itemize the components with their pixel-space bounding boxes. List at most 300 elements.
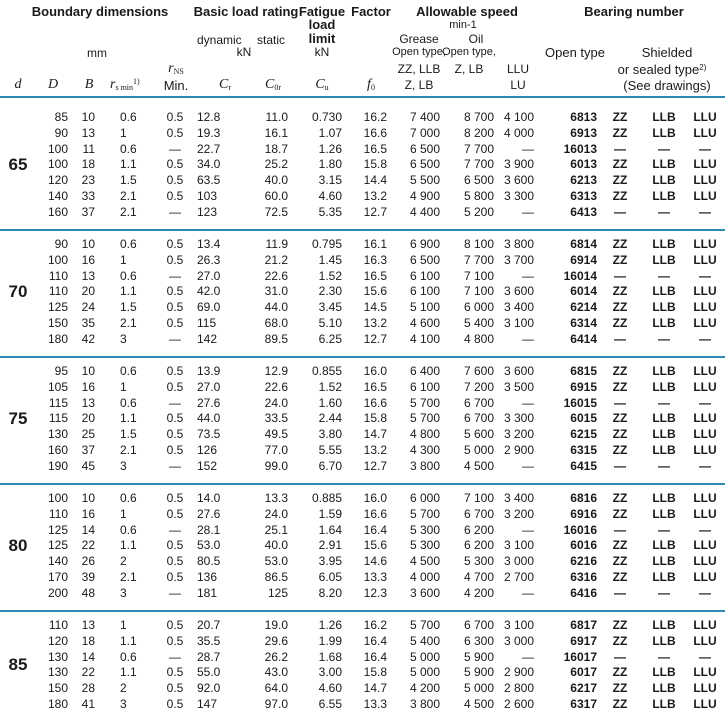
cr-cell: 181 [197,585,218,600]
cr-cell: 13.9 [197,364,221,378]
open-type-number-cell: 6416 [570,585,597,600]
grease-speed-cell: 4 900 [409,189,440,203]
group-divider [0,483,725,485]
llu-cell: LLU [693,125,717,140]
rs-min-cell: 0.6 [120,364,137,378]
table-row [0,269,725,285]
llu-cell: LLU [693,633,717,648]
symbol-c0r: $C_{0r}$ [264,77,282,92]
rns-min-cell: 0.5 [166,570,184,584]
grease-speed-cell: 4 000 [409,570,440,584]
c0r-cell: 24.0 [264,395,288,410]
f0-cell: 16.0 [363,364,387,378]
table-row [0,618,725,634]
rns-min-cell: — [169,395,181,410]
cu-cell: 6.55 [318,697,342,711]
cu-cell: 4.60 [318,681,342,696]
cr-cell: 147 [197,697,218,711]
llu-cell: LLU [693,697,717,711]
llu-cell: LLU [693,443,717,457]
llb-cell: LLB [652,252,676,267]
load-rating-kn-unit: kN [236,45,252,59]
c0r-cell: 125 [267,585,288,600]
oil-speed-cell: 7 700 [463,141,494,156]
grease-speed-cell: 4 200 [409,681,440,696]
symbol-D: D [47,77,59,92]
c0r-cell: 44.0 [264,300,288,315]
B-cell: 13 [81,125,95,140]
llu-speed-cell: — [522,649,534,664]
dynamic-label: dynamic [197,33,242,47]
cu-cell: 0.855 [311,364,342,378]
D-cell: 180 [47,697,68,711]
rs-min-cell: 2.1 [120,443,137,457]
llu-speed-cell: 3 600 [503,284,534,299]
D-cell: 125 [47,538,68,553]
table-row [0,396,725,412]
llu-speed-cell: 3 500 [503,379,534,394]
bore-group-65 [0,110,725,221]
cr-cell: 26.3 [197,252,221,267]
grease-speed-cell: 4 600 [409,316,440,330]
c0r-cell: 22.6 [264,268,288,283]
open-type-number-cell: 6815 [570,364,597,378]
factor-heading: Factor [351,4,391,19]
zz-cell: ZZ [612,554,628,569]
llb-cell: LLB [652,427,676,442]
open-type-label: Open type [545,45,605,60]
llu-cell: — [699,458,711,473]
c0r-cell: 77.0 [264,443,288,457]
zz-cell: ZZ [612,364,628,378]
rs-min-cell: 2.1 [120,204,137,219]
c0r-cell: 18.7 [264,141,288,156]
llu-cell: LLU [693,491,717,505]
bore-group-80 [0,491,725,602]
B-cell: 48 [81,585,95,600]
c0r-cell: 12.9 [264,364,288,378]
f0-cell: 14.6 [363,554,387,569]
cu-cell: 1.52 [318,379,342,394]
cr-cell: 103 [197,189,218,203]
cr-cell: 22.7 [197,141,221,156]
zz-cell: ZZ [612,618,628,632]
rns-min-cell: 0.5 [166,284,184,299]
c0r-cell: 97.0 [264,697,288,711]
grease-speed-cell: 4 100 [409,331,440,346]
mm-unit: mm [87,46,107,60]
oil-speed-cell: 7 100 [463,284,494,299]
llu-cell: LLU [693,554,717,569]
rs-min-cell: 0.6 [120,491,137,505]
rns-min-cell: 0.5 [166,411,184,426]
cu-cell: 1.68 [318,649,342,664]
oil-speed-cell: 8 200 [463,125,494,140]
llu-speed-cell: 3 100 [503,538,534,553]
oil-speed-cell: 7 200 [463,379,494,394]
table-row [0,665,725,681]
llb-cell: LLB [652,173,676,188]
llu-speed-cell: 3 100 [503,316,534,330]
llu-cell: LLU [693,427,717,442]
header-divider [0,96,725,98]
zz-cell: — [614,395,626,410]
cu-cell: 1.07 [318,125,342,140]
cr-cell: 63.5 [197,173,221,188]
zz-cell: — [614,522,626,537]
table-row [0,126,725,142]
zz-cell: ZZ [612,506,628,521]
f0-cell: 14.4 [363,173,387,188]
open-type-number-cell: 6915 [570,379,597,394]
open-type-number-cell: 16017 [563,649,597,664]
cu-cell: 0.730 [311,110,342,124]
D-cell: 110 [48,268,68,283]
f0-cell: 12.7 [363,331,387,346]
symbol-B: B [84,77,94,92]
grease-speed-cell: 7 000 [409,125,440,140]
rns-min-cell: 0.5 [166,173,184,188]
f0-cell: 13.2 [363,443,387,457]
rs-min-cell: 1 [120,252,127,267]
open-type-number-cell: 6013 [570,157,597,172]
grease-speed-cell: 6 900 [409,237,440,251]
oil-speed-cell: 5 800 [463,189,494,203]
c0r-cell: 25.1 [264,522,288,537]
B-cell: 37 [81,443,95,457]
llu-speed-cell: 3 300 [503,189,534,203]
D-cell: 95 [54,364,68,378]
grease-speed-cell: 5 100 [409,300,440,315]
D-cell: 170 [47,570,68,584]
allowable-speed-heading: Allowable speed [416,4,518,19]
D-cell: 120 [47,173,68,188]
rns-min-cell: — [169,268,181,283]
llu-cell: LLU [693,411,717,426]
open-type-number-cell: 6214 [570,300,597,315]
llu-cell: — [699,585,711,600]
llu-speed-cell: 4 100 [503,110,534,124]
open-type-number-cell: 6317 [570,697,597,711]
grease-speed-cell: 5 700 [409,506,440,521]
cr-cell: 44.0 [197,411,221,426]
rns-min-cell: 0.5 [166,554,184,569]
llu-cell: LLU [693,252,717,267]
oil-speed-cell: 4 800 [463,331,494,346]
open-type-number-cell: 16013 [563,141,597,156]
llb-cell: LLB [652,697,676,711]
llu-cell: LLU [693,618,717,632]
cr-cell: 35.5 [197,633,221,648]
rns-min-cell: 0.5 [166,379,184,394]
shielded-label: Shielded [641,45,693,60]
llu-speed-cell: 2 800 [503,681,534,696]
rns-min-cell: 0.5 [166,506,184,521]
cu-cell: 6.25 [318,331,342,346]
rns-min-cell: — [169,331,181,346]
rs-min-cell: 1.5 [120,173,137,188]
rs-min-cell: 1.1 [120,665,137,680]
group-divider [0,229,725,231]
c0r-cell: 16.1 [264,125,288,140]
f0-cell: 16.4 [363,633,387,648]
c0r-cell: 64.0 [264,681,288,696]
grease-speed-cell: 6 100 [409,284,440,299]
B-cell: 10 [81,491,95,505]
llu-speed-cell: 4 000 [503,125,534,140]
rns-min-cell: 0.5 [166,633,184,648]
oil-types-line2: Z, LB [454,62,484,76]
cu-cell: 3.15 [318,173,342,188]
oil-speed-cell: 4 200 [463,585,494,600]
llu-speed-cell: — [522,458,534,473]
D-cell: 200 [47,585,68,600]
rs-min-cell: 3 [120,585,127,600]
cr-cell: 14.0 [197,491,221,505]
grease-speed-cell: 5 400 [409,633,440,648]
fatigue-heading: Fatigue [298,4,346,19]
oil-speed-cell: 7 700 [463,157,494,172]
B-cell: 28 [81,681,95,696]
fatigue-load-heading: load [308,17,336,32]
D-cell: 100 [47,252,68,267]
cu-cell: 5.55 [318,443,342,457]
D-cell: 100 [47,491,68,505]
f0-cell: 15.8 [363,157,387,172]
B-cell: 20 [81,284,95,299]
rns-min-cell: — [169,585,181,600]
symbol-cu: $C_u$ [315,77,329,92]
f0-cell: 12.3 [363,585,387,600]
oil-speed-cell: 6 700 [463,395,494,410]
llu-cell: — [699,331,711,346]
f0-cell: 16.3 [363,252,387,267]
rs-min-cell: 0.6 [120,141,137,156]
lu-label: LU [510,78,526,92]
f0-cell: 14.5 [363,300,387,315]
B-cell: 23 [81,173,95,188]
oil-speed-cell: 4 500 [463,458,494,473]
cr-cell: 53.0 [197,538,221,553]
zz-cell: ZZ [612,237,628,251]
f0-cell: 12.7 [363,458,387,473]
rs-min-cell: 2 [120,554,127,569]
cu-cell: 2.44 [318,411,342,426]
llu-label: LLU [506,62,530,76]
c0r-cell: 11.9 [265,237,288,251]
D-cell: 125 [47,300,68,315]
oil-speed-cell: 8 700 [463,110,494,124]
grease-speed-cell: 5 500 [409,173,440,188]
f0-cell: 13.3 [363,697,387,711]
rs-min-cell: 0.6 [120,110,137,124]
llb-cell: LLB [652,316,676,330]
open-type-number-cell: 6316 [570,570,597,584]
llu-cell: LLU [693,570,717,584]
c0r-cell: 40.0 [264,538,288,553]
bore-diameter-label: 70 [8,282,28,302]
llu-cell: — [699,522,711,537]
zz-cell: ZZ [612,681,628,696]
llb-cell: LLB [652,554,676,569]
D-cell: 110 [48,506,68,521]
grease-speed-cell: 5 000 [409,665,440,680]
B-cell: 16 [81,506,95,521]
llu-cell: — [699,268,711,283]
c0r-cell: 21.2 [264,252,288,267]
llu-cell: — [699,204,711,219]
table-row [0,380,725,396]
llu-speed-cell: 3 900 [503,157,534,172]
rs-min-cell: 1 [120,379,127,394]
D-cell: 140 [47,189,68,203]
llu-cell: LLU [693,189,717,203]
B-cell: 45 [81,458,95,473]
D-cell: 115 [48,395,68,410]
B-cell: 18 [81,633,95,648]
cu-cell: 2.30 [318,284,342,299]
oil-speed-cell: 6 700 [463,411,494,426]
symbol-rns: $r_{NS}$ [168,61,184,76]
cu-cell: 1.60 [318,395,342,410]
grease-speed-cell: 5 700 [409,618,440,632]
f0-cell: 13.3 [363,570,387,584]
rs-min-cell: 0.6 [120,237,137,251]
rns-min-cell: — [169,141,181,156]
table-row [0,538,725,554]
cu-cell: 1.59 [318,506,342,521]
table-row [0,523,725,539]
llb-cell: LLB [652,157,676,172]
D-cell: 120 [47,633,68,648]
llu-cell: LLU [693,300,717,315]
open-type-number-cell: 6315 [570,443,597,457]
table-row [0,332,725,348]
open-type-number-cell: 6413 [570,204,597,219]
oil-speed-cell: 5 000 [463,443,494,457]
grease-speed-cell: 5 700 [409,395,440,410]
rns-min-cell: 0.5 [166,364,184,378]
oil-speed-cell: 5 900 [463,649,494,664]
llu-speed-cell: 3 000 [503,554,534,569]
zz-cell: ZZ [612,411,628,426]
table-row [0,284,725,300]
zz-cell: ZZ [612,491,628,505]
table-row [0,300,725,316]
D-cell: 160 [47,204,68,219]
llu-speed-cell: 2 600 [503,697,534,711]
table-row [0,142,725,158]
cr-cell: 92.0 [197,681,221,696]
B-cell: 16 [81,252,95,267]
zz-cell: ZZ [612,125,628,140]
c0r-cell: 60.0 [264,189,288,203]
cr-cell: 12.8 [197,110,221,124]
llb-cell: LLB [652,379,676,394]
oil-speed-cell: 7 100 [463,268,494,283]
c0r-cell: 24.0 [264,506,288,521]
cr-cell: 136 [197,570,218,584]
B-cell: 22 [81,538,95,553]
cu-cell: 8.20 [318,585,342,600]
f0-cell: 12.7 [363,204,387,219]
f0-cell: 16.4 [363,649,387,664]
llb-cell: LLB [652,300,676,315]
llu-speed-cell: — [522,395,534,410]
cr-cell: 126 [197,443,218,457]
table-row [0,443,725,459]
llu-cell: LLU [693,157,717,172]
cr-cell: 80.5 [197,554,221,569]
llu-speed-cell: 3 200 [503,506,534,521]
c0r-cell: 40.0 [264,173,288,188]
grease-label: Grease [399,32,439,46]
B-cell: 25 [81,427,95,442]
llu-cell: LLU [693,665,717,680]
rs-min-cell: 1.1 [120,633,137,648]
cr-cell: 28.1 [197,522,221,537]
basic-load-rating-heading: Basic load rating [193,4,299,19]
oil-speed-cell: 6 300 [463,633,494,648]
cr-cell: 27.0 [197,379,221,394]
boundary-dimensions-heading: Boundary dimensions [31,4,169,19]
speed-unit: min-1 [449,19,477,31]
B-cell: 10 [81,110,95,124]
open-type-number-cell: 6913 [570,125,597,140]
f0-cell: 16.2 [363,618,387,632]
open-type-number-cell: 6217 [570,681,597,696]
llb-cell: — [658,522,670,537]
B-cell: 35 [81,316,95,330]
oil-speed-cell: 5 300 [463,554,494,569]
oil-speed-cell: 7 700 [463,252,494,267]
llu-cell: LLU [693,173,717,188]
llu-speed-cell: 3 100 [503,618,534,632]
rs-min-cell: 1.1 [120,411,137,426]
zz-cell: ZZ [612,316,628,330]
grease-speed-cell: 6 500 [409,252,440,267]
llb-cell: LLB [652,538,676,553]
f0-cell: 16.6 [363,125,387,140]
f0-cell: 16.5 [363,268,387,283]
llb-cell: LLB [652,443,676,457]
cu-cell: 1.80 [318,157,342,172]
llu-cell: LLU [693,379,717,394]
f0-cell: 16.0 [363,491,387,505]
llu-cell: LLU [693,681,717,696]
rns-min-cell: 0.5 [166,189,184,203]
open-type-number-cell: 6314 [570,316,597,330]
rs-min-cell: 1 [120,618,127,632]
rs-min-cell: 2.1 [120,189,137,203]
B-cell: 39 [81,570,95,584]
grease-speed-cell: 3 800 [409,697,440,711]
D-cell: 90 [54,125,68,140]
symbol-cr: $C_r$ [218,77,232,92]
cu-cell: 3.95 [318,554,342,569]
rs-min-cell: 3 [120,697,127,711]
open-type-number-cell: 6213 [570,173,597,188]
zz-cell: ZZ [612,443,628,457]
oil-speed-cell: 5 900 [463,665,494,680]
cr-cell: 27.6 [197,395,221,410]
zz-cell: ZZ [612,173,628,188]
rns-min-cell: 0.5 [166,681,184,696]
llb-cell: — [658,585,670,600]
zz-cell: ZZ [612,570,628,584]
B-cell: 11 [82,141,95,156]
llb-cell: LLB [652,125,676,140]
